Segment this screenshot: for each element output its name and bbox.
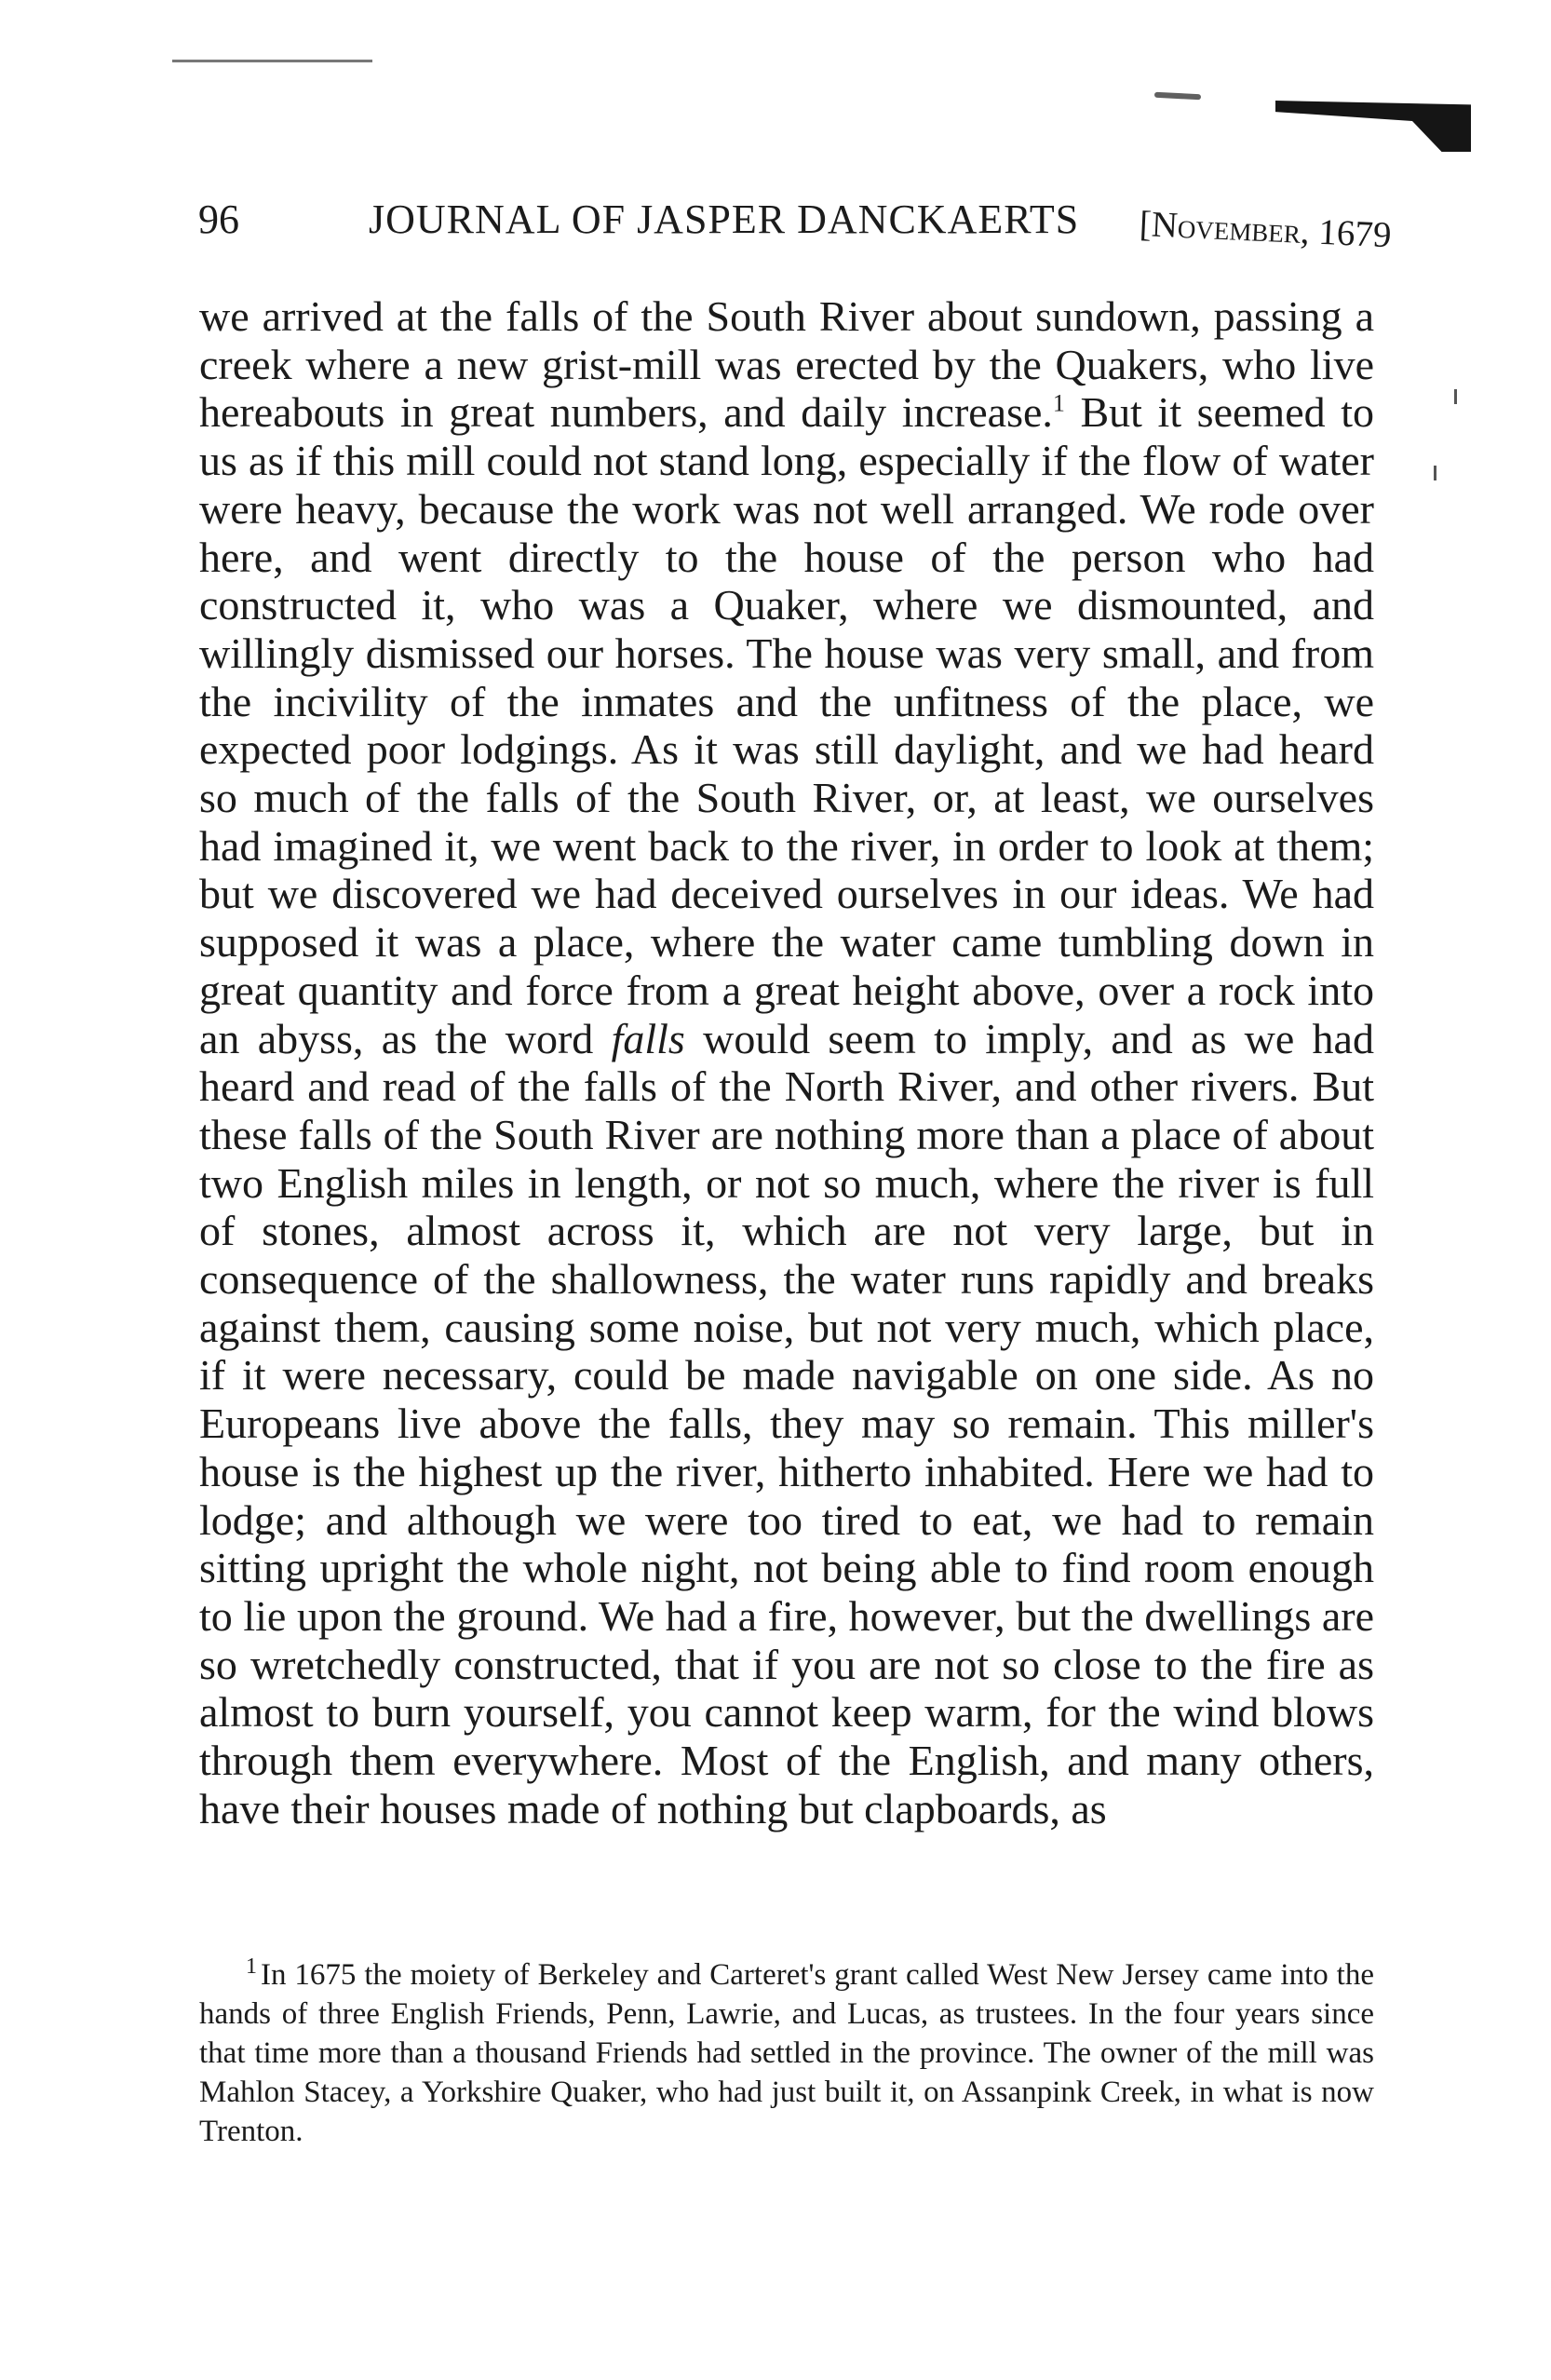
page-number: 96 bbox=[198, 196, 239, 242]
margin-tick bbox=[1434, 466, 1436, 480]
date-note: [November, 1679 bbox=[1139, 203, 1393, 256]
body-part-2: But it seemed to us as if this mill could not stand long, especially if the flow of water were heavy, because the work was not well arranged. We rode over here, and went directly to the house of the person who had constructed it, who was a Quaker, where we dismounted, and willingly dismissed our horses. The house was very small, and from the incivility of the inmates and the unfitness of the place, we expected poor lodgings. As it was still daylight, and we had heard so much of the falls of the South River, or, at least, we ourselves had imagined it, we went back to the river, in order to look at them; but we discovered we had deceived ourselves in our ideas. We had supposed it was a place, where the water came tumbling down in great quantity and force from a great height above, over a rock into an abyss, as the word bbox=[199, 388, 1374, 1062]
scan-artifact-line bbox=[172, 60, 372, 62]
scan-artifact-corner bbox=[1275, 101, 1471, 152]
body-part-3: would seem to imply, and as we had heard and read of the falls of the North River, and other rivers. But these falls of the South River are nothing more than a place of about two English miles in length, or not so much, where the river is full of stones, almost across it, which are not very large, but in consequence of the shallowness, the water runs rapidly and breaks against them, causing some noise, but not very much, which place, if it were necessary, could be made navigable on one side. As no Europeans live above the falls, they may so remain. This miller's house is the highest up the river, hitherto inhabited. Here we had to lodge; and although we were too tired to eat, we had to remain sitting upright the whole night, not being able to find room enough to lie upon the ground. We had a fire, however, but the dwellings are so wretchedly constructed, that if you are not so close to the fire as almost to burn yourself, you cannot keep warm, for the wind blows through them everywhere. Most of the English, and many others, have their houses made of nothing but clapboards, as bbox=[199, 1014, 1374, 1832]
body-part-1: we arrived at the falls of the South River about sundown, passing a creek where a new grist-mill was erected by the Quakers, who live hereabouts in great numbers, and daily increase. bbox=[199, 292, 1374, 437]
footnote-text: In 1675 the moiety of Berkeley and Carteret's grant called West New Jersey came into the hands of three English Friends, Penn, Lawrie, and Lucas, as trustees. In the four years since that time more than a thousand Friends had settled in the province. The owner of the mill was Mahlon Stacey, a Yorkshire Quaker, who had just built it, on Assanpink Creek, in what is now Trenton. bbox=[199, 1958, 1374, 2148]
italic-word: falls bbox=[611, 1014, 685, 1062]
footnote bbox=[199, 1955, 1374, 2151]
running-title: JOURNAL OF JASPER DANCKAERTS bbox=[369, 196, 1080, 242]
scan-artifact-mark bbox=[1154, 92, 1201, 101]
page-header bbox=[198, 196, 1399, 261]
body-text bbox=[199, 292, 1374, 1833]
footnote-marker: 1 bbox=[246, 1954, 257, 1979]
margin-tick bbox=[1454, 389, 1457, 404]
footnote-reference: 1 bbox=[1052, 390, 1065, 418]
